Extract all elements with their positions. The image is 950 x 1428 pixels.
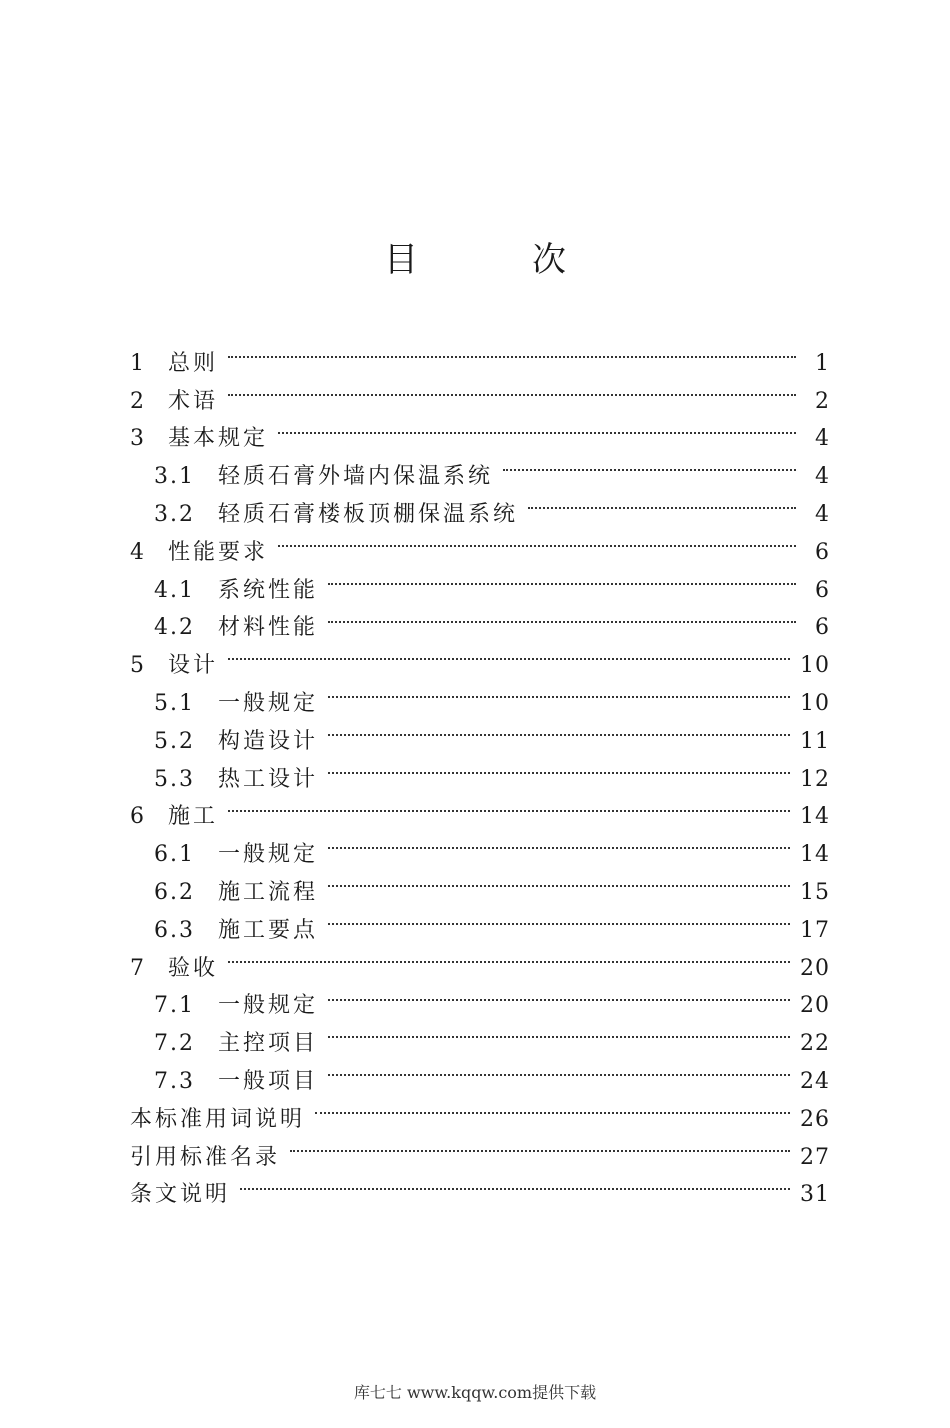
dot-leader bbox=[528, 483, 796, 521]
dot-leader bbox=[228, 634, 790, 672]
dot-leader bbox=[328, 899, 790, 937]
dot-leader bbox=[290, 1126, 790, 1164]
toc-entry-label: 本标准用词说明 bbox=[130, 1106, 306, 1132]
toc-entry-page: 4 bbox=[815, 501, 830, 527]
toc-entry-number: 4.2 bbox=[154, 615, 195, 641]
toc-entry-page: 15 bbox=[800, 879, 830, 905]
toc-entry-label: 一般规定 bbox=[218, 842, 319, 868]
toc-entry-label: 术语 bbox=[168, 388, 219, 414]
toc-entry-label: 设计 bbox=[168, 653, 219, 679]
toc-entry-page: 20 bbox=[800, 955, 830, 981]
dot-leader bbox=[328, 1050, 790, 1088]
toc-entry-page: 4 bbox=[815, 426, 830, 452]
toc-entry-page: 6 bbox=[815, 539, 830, 565]
dot-leader bbox=[228, 370, 796, 408]
toc-entry-label: 条文说明 bbox=[130, 1182, 231, 1208]
toc-entry-page: 10 bbox=[800, 653, 830, 679]
toc-entry-page: 6 bbox=[815, 577, 830, 603]
toc-entry-page: 22 bbox=[800, 1031, 830, 1057]
toc-entry-number: 5.2 bbox=[154, 728, 195, 754]
table-of-contents bbox=[130, 332, 830, 1208]
toc-entry-number: 7.3 bbox=[154, 1068, 195, 1094]
toc-entry-label: 验收 bbox=[168, 955, 219, 981]
dot-leader bbox=[328, 1012, 790, 1050]
toc-entry-label: 施工要点 bbox=[218, 917, 319, 943]
toc-entry-label: 施工 bbox=[168, 804, 219, 830]
toc-entry-label: 一般规定 bbox=[218, 690, 319, 716]
toc-entry-number: 7 bbox=[130, 955, 146, 981]
toc-entry-page: 2 bbox=[815, 388, 830, 414]
dot-leader bbox=[328, 710, 790, 748]
dot-leader bbox=[228, 937, 790, 975]
footer-text: 库七七 www.kqqw.com提供下载 bbox=[353, 1383, 597, 1402]
toc-entry-page: 10 bbox=[800, 690, 830, 716]
toc-entry-label: 轻质石膏楼板顶棚保温系统 bbox=[218, 501, 519, 527]
dot-leader bbox=[278, 408, 796, 446]
dot-leader bbox=[328, 861, 790, 899]
toc-entry-page: 11 bbox=[800, 728, 830, 754]
toc-entry-label: 材料性能 bbox=[218, 615, 319, 641]
dot-leader bbox=[328, 748, 790, 786]
toc-entry-number: 2 bbox=[130, 388, 146, 414]
toc-entry-number: 6 bbox=[130, 804, 146, 830]
toc-entry-page: 12 bbox=[800, 766, 830, 792]
toc-entry-number: 7.2 bbox=[154, 1031, 195, 1057]
toc-entry[interactable] bbox=[130, 332, 830, 376]
toc-entry-page: 27 bbox=[800, 1144, 830, 1170]
toc-entry-number: 5 bbox=[130, 653, 146, 679]
toc-entry-page: 26 bbox=[800, 1106, 830, 1132]
toc-entry-number: 3.2 bbox=[154, 501, 195, 527]
toc-entry-label: 总则 bbox=[168, 350, 219, 376]
toc-entry-label: 构造设计 bbox=[218, 728, 319, 754]
toc-entry-page: 24 bbox=[800, 1068, 830, 1094]
toc-entry-label: 一般规定 bbox=[218, 993, 319, 1019]
toc-entry-label: 引用标准名录 bbox=[130, 1144, 281, 1170]
toc-entry[interactable] bbox=[130, 975, 830, 1019]
toc-entry-number: 6.2 bbox=[154, 879, 195, 905]
toc-entry-number: 1 bbox=[130, 350, 146, 376]
toc-entry-number: 3.1 bbox=[154, 464, 195, 490]
toc-entry-page: 17 bbox=[800, 917, 830, 943]
toc-entry-page: 4 bbox=[815, 464, 830, 490]
toc-entry-label: 系统性能 bbox=[218, 577, 319, 603]
dot-leader bbox=[328, 597, 796, 635]
dot-leader bbox=[328, 823, 790, 861]
toc-entry-number: 5.3 bbox=[154, 766, 195, 792]
toc-entry-page: 1 bbox=[815, 350, 830, 376]
toc-entry-page: 14 bbox=[800, 804, 830, 830]
toc-entry[interactable] bbox=[130, 634, 830, 679]
toc-entry-number: 7.1 bbox=[154, 993, 195, 1019]
toc-entry-page: 31 bbox=[800, 1182, 830, 1208]
toc-entry-page: 14 bbox=[800, 842, 830, 868]
dot-leader bbox=[240, 1164, 790, 1202]
toc-entry-label: 一般项目 bbox=[218, 1068, 319, 1094]
toc-entry-number: 3 bbox=[130, 426, 146, 452]
toc-entry-number: 4.1 bbox=[154, 577, 195, 603]
dot-leader bbox=[228, 786, 790, 824]
toc-entry-page: 6 bbox=[815, 615, 830, 641]
dot-leader bbox=[328, 975, 790, 1013]
toc-entry[interactable] bbox=[130, 370, 830, 414]
dot-leader bbox=[328, 672, 790, 710]
toc-entry-label: 轻质石膏外墙内保温系统 bbox=[218, 464, 494, 490]
dot-leader bbox=[228, 332, 796, 370]
toc-entry[interactable] bbox=[130, 937, 830, 981]
toc-entry[interactable] bbox=[130, 672, 830, 716]
toc-entry-number: 4 bbox=[130, 539, 146, 565]
toc-entry-number: 5.1 bbox=[154, 690, 195, 716]
toc-entry-label: 施工流程 bbox=[218, 879, 319, 905]
dot-leader bbox=[328, 559, 796, 597]
toc-entry[interactable] bbox=[130, 823, 830, 868]
toc-entry-number: 6.1 bbox=[154, 842, 195, 868]
toc-entry[interactable] bbox=[130, 408, 830, 452]
toc-entry[interactable] bbox=[130, 786, 830, 830]
dot-leader bbox=[315, 1088, 790, 1126]
dot-leader bbox=[503, 445, 796, 483]
toc-entry-label: 基本规定 bbox=[168, 426, 269, 452]
toc-entry-page: 20 bbox=[800, 993, 830, 1019]
page-title: 目 次 bbox=[384, 240, 606, 280]
toc-entry-label: 主控项目 bbox=[218, 1031, 319, 1057]
toc-entry-label: 性能要求 bbox=[168, 539, 269, 565]
dot-leader bbox=[278, 521, 796, 559]
toc-entry-label: 热工设计 bbox=[218, 766, 319, 792]
toc-entry-number: 6.3 bbox=[154, 917, 195, 943]
